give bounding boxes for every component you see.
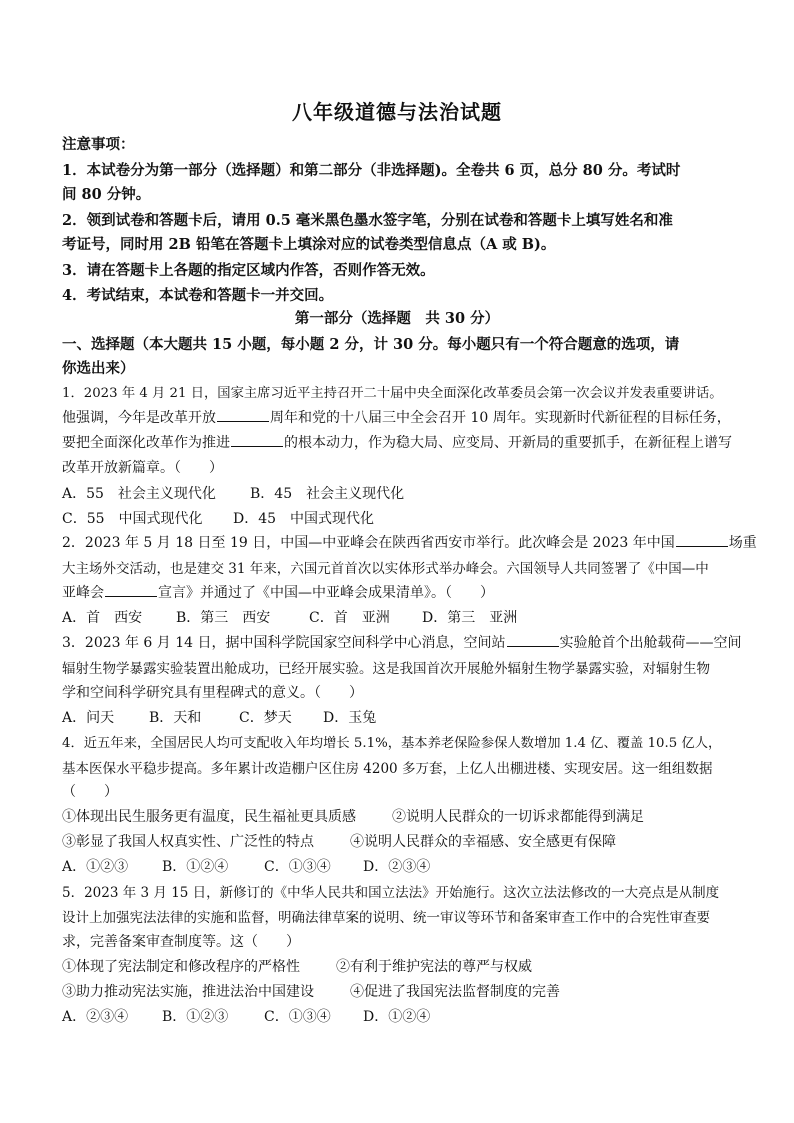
q4-option-c: C．①③④ [264, 859, 331, 875]
q1-line-3-text-a: 要把全面深化改革作为推进 [62, 435, 230, 451]
q3-line-1-text-b: 实验舱首个出舱载荷——空间 [559, 635, 742, 651]
q2-blank-1 [676, 534, 728, 547]
q4-line-3: （ ） [62, 784, 118, 800]
q4-option-b: B．①②④ [162, 859, 229, 875]
q5-line-1: 5．2023 年 3 月 15 日，新修订的《中华人民共和国立法法》开始施行。这次立法法修改的一大亮点是从制度 [62, 885, 720, 901]
q4-statements-row-2 [62, 831, 754, 851]
q1-line-3-text-b: 的根本动力，作为稳大局、应变局、开新局的重要抓手，在新征程上谱写 [284, 435, 732, 451]
q3-options [62, 707, 754, 727]
q5-option-c: C．①③④ [264, 1009, 331, 1025]
q4-statement-2: ②说明人民群众的一切诉求都能得到满足 [392, 809, 644, 825]
q4-statements-row-1 [62, 806, 754, 826]
q3-option-d: D．玉兔 [323, 710, 377, 726]
q2-line-2: 大主场外交活动，也是建交 31 年来，六国元首首次以实体形式举办峰会。六国领导人共同签署了《中国—中 [62, 561, 709, 577]
q5-statement-1: ①体现了宪法制定和修改程序的严格性 [62, 959, 300, 975]
q3-line-3: 学和空间科学研究具有里程碑式的意义。（ ） [62, 685, 363, 701]
q1-blank-2 [231, 434, 283, 447]
q1-line-2-text-b: 周年和党的十八届三中全会召开 10 周年。实现新时代新征程的目标任务， [270, 410, 731, 426]
q3-line-1-text-a: 3．2023 年 6 月 14 日，据中国科学院国家空间科学中心消息，空间站 [62, 635, 506, 651]
q5-line-2: 设计上加强宪法法律的实施和监督，明确法律草案的说明、统一审议等环节和备案审查工作中的合宪性审查要 [62, 910, 710, 926]
q2-option-a: A．首 西安 [62, 610, 143, 626]
part-1-heading: 第一部分（选择题 共 30 分） [294, 310, 500, 327]
q2-option-b: B．第三 西安 [176, 610, 271, 626]
q2-line-3 [62, 582, 754, 602]
q2-line-3-text-a: 亚峰会 [62, 585, 104, 601]
q5-statement-3: ③助力推动宪法实施，推进法治中国建设 [62, 984, 314, 1000]
q5-statement-2: ②有利于维护宪法的尊严与权威 [336, 959, 532, 975]
q5-statements-row-2 [62, 981, 754, 1001]
section-heading-line-1: 一、选择题（本大题共 15 小题，每小题 2 分，计 30 分。每小题只有一个符合题意的选项，请 [62, 336, 680, 353]
q1-option-a: A．55 社会主义现代化 [62, 486, 216, 502]
q5-statement-4: ④促进了我国宪法监督制度的完善 [350, 984, 560, 1000]
q1-line-4: 改革开放新篇章。（ ） [62, 460, 223, 476]
q2-options [62, 607, 754, 627]
notice-item-1-line-2: 间 80 分钟。 [62, 186, 151, 203]
q1-options-row-2 [62, 508, 754, 528]
q5-statements-row-1 [62, 956, 754, 976]
q3-line-1 [62, 632, 754, 652]
q5-option-b: B．①②③ [162, 1009, 229, 1025]
q3-blank [507, 634, 559, 647]
q3-option-a: A．问天 [62, 710, 115, 726]
q4-option-d: D．②③④ [363, 859, 431, 875]
q5-option-d: D．①②④ [363, 1009, 431, 1025]
q1-line-2 [62, 407, 754, 427]
q2-line-3-text-b: 宣言》并通过了《中国—中亚峰会成果清单》。（ ） [158, 585, 494, 601]
q5-options [62, 1006, 754, 1026]
notice-item-2-line-2: 考证号，同时用 2B 铅笔在答题卡上填涂对应的试卷类型信息点（A 或 B)。 [62, 236, 556, 253]
q1-line-1: 1．2023 年 4 月 21 日，国家主席习近平主持召开二十届中央全面深化改革委员会第一次会议并发表重要讲话。 [62, 386, 723, 401]
q1-options-row-1 [62, 483, 754, 503]
q1-line-2-text-a: 他强调，今年是改革开放 [62, 410, 216, 426]
q2-line-1-text-a: 2．2023 年 5 月 18 日至 19 日，中国—中亚峰会在陕西省西安市举行。此次峰会是 2023 年中国 [62, 535, 675, 551]
q4-statement-1: ①体现出民生服务更有温度，民生福祉更具质感 [62, 809, 356, 825]
q1-option-c: C．55 中国式现代化 [62, 511, 203, 527]
q1-line-3 [62, 432, 754, 452]
q5-line-3: 求，完善备案审查制度等。这（ ） [62, 934, 300, 950]
q4-statement-3: ③彰显了我国人权真实性、广泛性的特点 [62, 834, 314, 850]
q2-option-d: D．第三 亚洲 [422, 610, 518, 626]
q2-option-c: C．首 亚洲 [309, 610, 390, 626]
q3-option-b: B．天和 [149, 710, 202, 726]
q1-option-d: D．45 中国式现代化 [233, 511, 375, 527]
q2-blank-2 [105, 584, 157, 597]
q4-line-1: 4．近五年来，全国居民人均可支配收入年均增长 5.1%，基本养老保险参保人数增加 1.4 亿、覆盖 10.5 亿人， [62, 736, 722, 751]
q1-option-b: B．45 社会主义现代化 [250, 486, 405, 502]
q4-statement-4: ④说明人民群众的幸福感、安全感更有保障 [350, 834, 616, 850]
notice-item-3: 3．请在答题卡上各题的指定区域内作答，否则作答无效。 [62, 262, 435, 279]
q2-line-1 [62, 532, 757, 552]
q4-line-2: 基本医保水平稳步提高。多年累计改造棚户区住房 4200 多万套，上亿人出棚进楼、实现安居。这一组组数据 [62, 761, 713, 777]
notice-item-2-line-1: 2．领到试卷和答题卡后，请用 0.5 毫米黑色墨水签字笔，分别在试卷和答题卡上填写姓名和准 [62, 212, 673, 229]
q4-options [62, 856, 754, 876]
q5-option-a: A．②③④ [62, 1009, 129, 1025]
q3-option-c: C．梦天 [239, 710, 292, 726]
q1-blank-1 [217, 409, 269, 422]
section-heading-line-2: 你选出来） [62, 360, 135, 377]
notice-item-4: 4．考试结束，本试卷和答题卡一并交回。 [62, 287, 334, 304]
page-title: 八年级道德与法治试题 [292, 100, 502, 124]
q4-option-a: A．①②③ [62, 859, 129, 875]
notice-item-1-line-1: 1．本试卷分为第一部分（选择题）和第二部分（非选择题)。全卷共 6 页，总分 80 分。考试时 [62, 162, 681, 179]
q2-line-1-text-b: 场重 [728, 535, 757, 551]
notice-heading: 注意事项： [62, 136, 135, 153]
q3-line-2: 辐射生物学暴露实验装置出舱成功，已经开展实验。这是我国首次开展舱外辐射生物学暴露实验，对辐射生物 [62, 661, 710, 677]
